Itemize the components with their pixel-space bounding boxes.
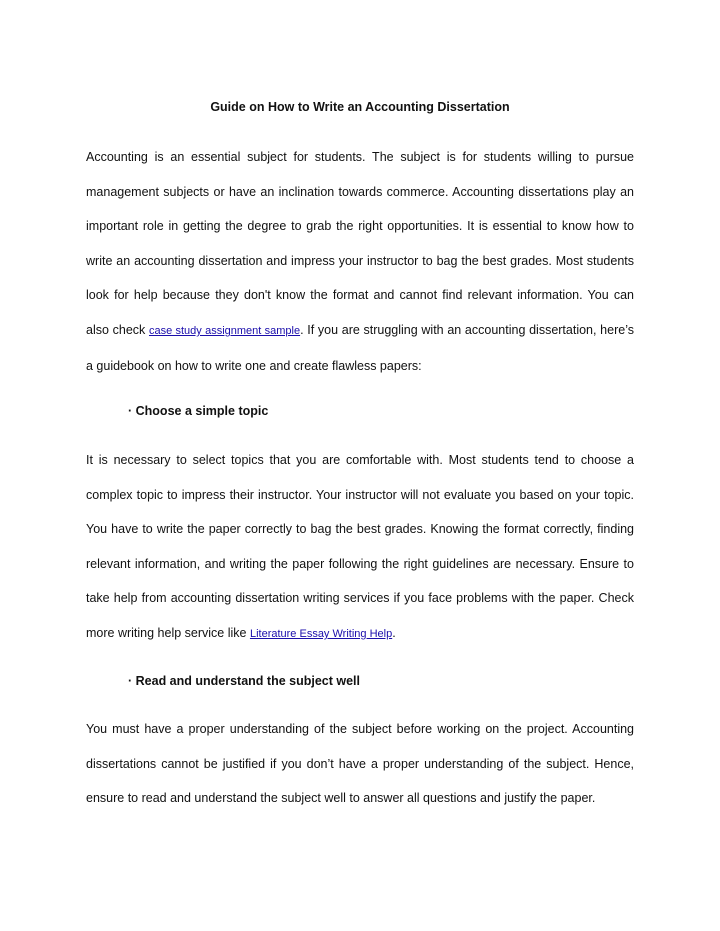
choose-topic-text-end: . xyxy=(392,625,396,640)
understand-subject-paragraph: You must have a proper understanding of the subject before working on the project. Accounting dissertations cannot be justified if you don’t have a proper understanding of the subject. Hence, ensure to read and understand the subject well to answer all questions and justify the paper. xyxy=(86,722,634,806)
intro-text-start: Accounting is an essential subject for students. The subject is for students willing to pursue management subjects or have an inclination towards commerce. Accounting dissertations play an important role in getting the degree to grab the right opportunities. It is essential to know how to write an accounting dissertation and impress your instructor to bag the best grades. Most students look for help because they don't know the format and cannot find relevant information. You can also check xyxy=(86,150,634,337)
choose-topic-paragraph xyxy=(86,443,634,652)
literature-essay-writing-help-link[interactable]: Literature Essay Writing Help xyxy=(249,627,393,640)
section-heading-understand-subject: · Read and understand the subject well xyxy=(128,674,360,688)
intro-paragraph xyxy=(86,140,634,383)
intro-text-end: . If you are struggling with an accounting dissertation, here’s a guidebook on how to write one and create flawless papers: xyxy=(86,322,635,373)
document-title: Guide on How to Write an Accounting Dissertation xyxy=(210,100,510,114)
choose-topic-text-start: It is necessary to select topics that you are comfortable with. Most students tend to choose a complex topic to impress their instructor. Your instructor will not evaluate you based on your topic. You have to write the paper correctly to bag the best grades. Knowing the format correctly, finding relevant information, and writing the paper following the right guidelines are necessary. Ensure to take help from accounting dissertation writing services if you face problems with the paper. Check more writing help service like xyxy=(86,453,634,640)
case-study-assignment-sample-link[interactable]: case study assignment sample xyxy=(148,324,301,337)
section-heading-choose-topic: · Choose a simple topic xyxy=(128,404,269,418)
